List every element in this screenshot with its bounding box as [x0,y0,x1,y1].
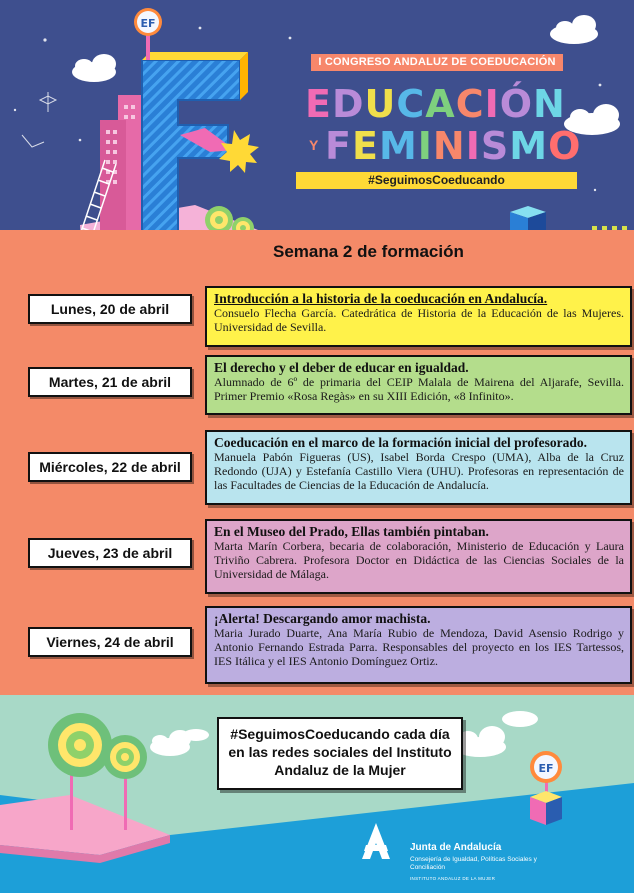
session-desc: Alumnado de 6º de primaria del CEIP Malala de Mairena del Aljarafe, Sevilla. Primer Premio «Rosa Regàs» en su XIII Edición, «8 Infinito». [214,375,624,403]
week-title: Semana 2 de formación [273,242,464,261]
title-connector: Y [309,137,319,153]
session-desc: Marta Marín Corbera, becaria de colaboración, Ministerio de Educación y Laura Triviño Cabrera. Profesora Doctor en Didáctica de las Ciencias Sociales de la Universidad de Málaga. [214,539,624,581]
session-title: Introducción a la historia de la coeducación en Andalucía. [214,291,548,306]
day-label: Martes, 21 de abril [28,367,192,397]
session-card [205,430,632,505]
day-label: Miércoles, 22 de abril [28,452,192,482]
session-desc: Consuelo Flecha García. Catedrática de Historia de la Educación de las Mujeres. Universidad de Sevilla. [214,306,624,334]
session-title: ¡Alerta! Descargando amor machista. [214,611,431,626]
congress-label: I CONGRESO ANDALUZ DE COEDUCACIÓN [311,54,563,71]
session-card [205,355,632,415]
title-feminismo: FEMINISMO [325,124,582,168]
day-label: Lunes, 20 de abril [28,294,192,324]
session-card [205,519,632,594]
footer-logo-badge: EF [538,762,554,775]
session-desc: Maria Jurado Duarte, Ana María Rubio de Mendoza, David Asensio Rodrigo y Antonio Fernando Estrada Parra. Responsables del proyecto en los IES Tartessos, IES Itálica y el IES Antonio Domínguez Ortiz. [214,626,624,668]
title-educacion: EDUCACIÓN [305,82,566,126]
session-card [205,286,632,347]
day-label: Viernes, 24 de abril [28,627,192,657]
logo-badge: EF [140,17,156,30]
junta-name: Junta de Andalucía [410,842,502,853]
junta-dept: Consejería de Igualdad, Políticas Sociales y Conciliación [410,856,537,871]
session-desc: Manuela Pabón Figueras (US), Isabel Borda Crespo (UMA), Alba de la Cruz Redondo (UJA) y Estefanía Castillo Viera (UHU). Profesoras en representación de las Facultades de Ciencias de la Educación de Andalucía. [214,450,624,492]
session-card [205,606,632,684]
day-label: Jueves, 23 de abril [28,538,192,568]
session-title: El derecho y el deber de educar en igualdad. [214,360,469,375]
session-title: Coeducación en el marco de la formación inicial del profesorado. [214,435,587,450]
hashtag-banner: #SeguimosCoeducando [296,172,577,189]
social-message: #SeguimosCoeducando cada día en las redes sociales del Instituto Andaluz de la Mujer [217,717,463,790]
junta-institute: INSTITUTO ANDALUZ DE LA MUJER [410,876,496,881]
session-title: En el Museo del Prado, Ellas también pintaban. [214,524,489,539]
